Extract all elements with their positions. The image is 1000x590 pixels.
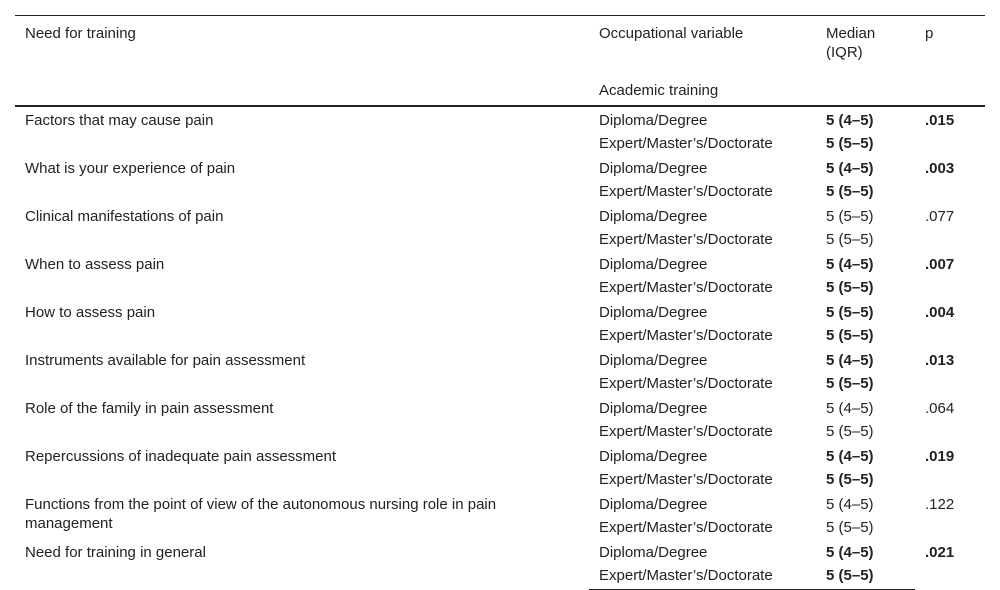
median-cell: 5 (5–5): [826, 519, 874, 536]
row-label: How to assess pain: [25, 304, 156, 321]
table-row: [15, 203, 985, 228]
median-cell: 5 (5–5): [826, 375, 874, 392]
table-row: [15, 299, 985, 324]
table-row: [15, 395, 985, 420]
p-value-cell: .064: [925, 400, 955, 417]
p-value-cell: .013: [925, 352, 955, 369]
group-cell: Diploma/Degree: [599, 496, 708, 513]
header-need-for-training: Need for training: [15, 16, 589, 69]
group-cell: Expert/Master’s/Doctorate: [599, 375, 773, 392]
group-cell: Expert/Master’s/Doctorate: [589, 564, 816, 590]
median-cell: 5 (5–5): [826, 304, 874, 321]
p-value-cell: .021: [925, 544, 955, 561]
median-cell: 5 (5–5): [826, 135, 874, 152]
group-cell: Expert/Master’s/Doctorate: [599, 471, 773, 488]
median-cell: 5 (4–5): [826, 352, 874, 369]
group-cell: Expert/Master’s/Doctorate: [599, 135, 773, 152]
row-label: Functions from the point of view of the autonomous nursing role in pain management: [25, 496, 497, 532]
median-cell: 5 (5–5): [826, 423, 874, 440]
median-cell: 5 (4–5): [826, 256, 874, 273]
group-cell: Diploma/Degree: [599, 160, 708, 177]
row-label: Instruments available for pain assessment: [25, 352, 306, 369]
group-cell: Diploma/Degree: [599, 448, 708, 465]
row-label: Clinical manifestations of pain: [25, 208, 224, 225]
p-value-cell: .019: [925, 448, 955, 465]
p-value-cell: .007: [925, 256, 955, 273]
row-label: What is your experience of pain: [25, 160, 236, 177]
header-occupational-variable: Occupational variable: [589, 16, 816, 69]
table-header: [15, 16, 985, 107]
group-cell: Expert/Master’s/Doctorate: [599, 423, 773, 440]
header-row: [15, 16, 985, 69]
median-cell: 5 (5–5): [826, 183, 874, 200]
group-cell: Expert/Master’s/Doctorate: [599, 279, 773, 296]
table-row: [15, 251, 985, 276]
median-cell: 5 (4–5): [826, 496, 874, 513]
median-cell: 5 (4–5): [826, 400, 874, 417]
group-cell: Diploma/Degree: [599, 208, 708, 225]
table-body: [15, 106, 985, 590]
results-table-container: [15, 15, 985, 590]
header-median-iqr: Median (IQR): [816, 16, 915, 69]
group-cell: Diploma/Degree: [599, 304, 708, 321]
median-cell: 5 (5–5): [816, 564, 915, 590]
p-value-cell: .003: [925, 160, 955, 177]
p-value-cell: .015: [925, 112, 955, 129]
median-cell: 5 (5–5): [826, 208, 874, 225]
median-cell: 5 (5–5): [826, 471, 874, 488]
group-cell: Diploma/Degree: [599, 400, 708, 417]
table-row: [15, 155, 985, 180]
median-cell: 5 (4–5): [826, 448, 874, 465]
subheader-row: [15, 68, 985, 106]
group-cell: Diploma/Degree: [599, 112, 708, 129]
table-row: [15, 491, 985, 516]
group-cell: Expert/Master’s/Doctorate: [599, 231, 773, 248]
p-value-cell: .004: [925, 304, 955, 321]
row-label: When to assess pain: [25, 256, 165, 273]
row-label: Role of the family in pain assessment: [25, 400, 274, 417]
p-value-cell: .122: [925, 496, 955, 513]
group-cell: Diploma/Degree: [599, 544, 708, 561]
median-cell: 5 (4–5): [826, 544, 874, 561]
p-value-cell: .077: [925, 208, 955, 225]
table-row: [15, 347, 985, 372]
table-row: [15, 443, 985, 468]
table-row: [15, 106, 985, 132]
median-cell: 5 (4–5): [826, 160, 874, 177]
median-cell: 5 (4–5): [826, 112, 874, 129]
group-cell: Expert/Master’s/Doctorate: [599, 519, 773, 536]
row-label: Repercussions of inadequate pain assessment: [25, 448, 337, 465]
group-cell: Diploma/Degree: [599, 256, 708, 273]
subheader-academic-training: Academic training: [589, 68, 816, 106]
row-label: Need for training in general: [25, 544, 206, 561]
group-cell: Diploma/Degree: [599, 352, 708, 369]
group-cell: Expert/Master’s/Doctorate: [599, 327, 773, 344]
median-cell: 5 (5–5): [826, 231, 874, 248]
median-cell: 5 (5–5): [826, 279, 874, 296]
row-label: Factors that may cause pain: [25, 112, 214, 129]
results-table: [15, 15, 985, 590]
median-cell: 5 (5–5): [826, 327, 874, 344]
header-p-value: p: [915, 16, 985, 69]
group-cell: Expert/Master’s/Doctorate: [599, 183, 773, 200]
table-row: [15, 539, 985, 564]
